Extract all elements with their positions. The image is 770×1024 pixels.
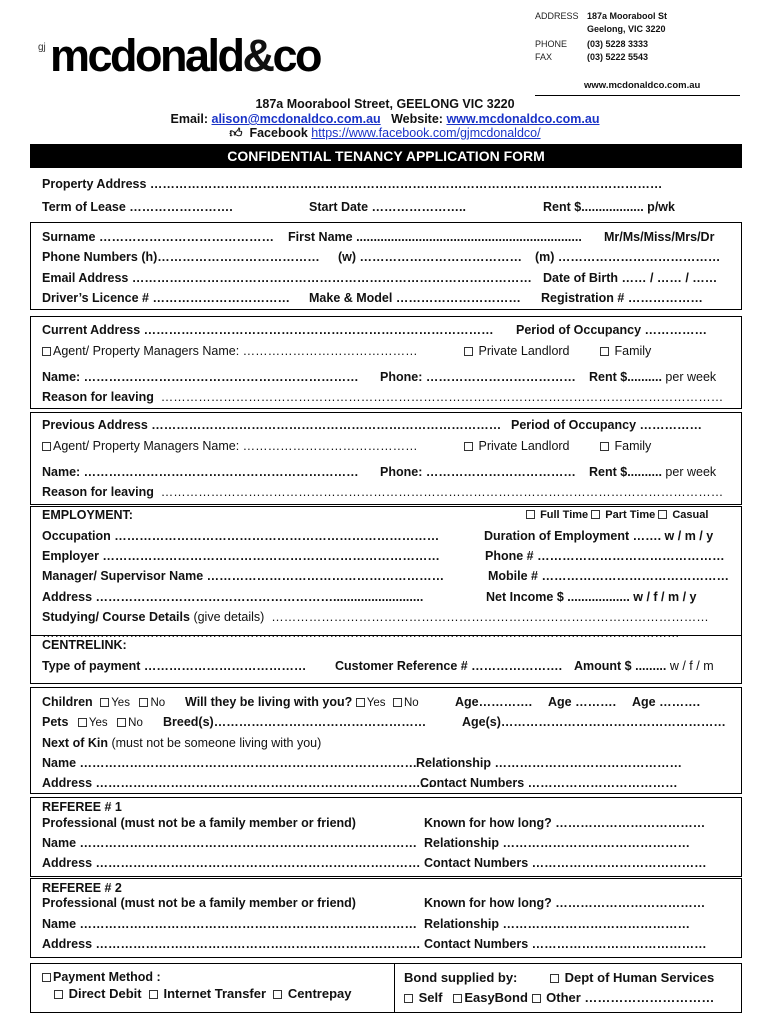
checkbox[interactable] xyxy=(149,990,158,999)
referee-1-relationship-field[interactable]: Relationship ……………………………………… xyxy=(424,836,690,850)
checkbox[interactable] xyxy=(464,442,473,451)
referee-2-name-field[interactable]: Name ……………………………………………………………………… xyxy=(42,917,418,931)
current-reason-field[interactable]: Reason for leaving ……………………………………………………………………………………………………………………… xyxy=(42,390,724,404)
previous-address-field[interactable]: Previous Address ………………………………………………………………………… xyxy=(42,418,502,432)
pet-ages-field[interactable]: Age(s)……………………………………………… xyxy=(462,715,726,729)
current-period-field[interactable]: Period of Occupancy …………… xyxy=(516,323,708,337)
kin-address-field[interactable]: Address ……………………………………………………………………… xyxy=(42,776,433,790)
checkbox[interactable] xyxy=(658,510,667,519)
address-line1: 187a Moorabool St xyxy=(587,11,668,21)
phone-value: (03) 5228 3333 xyxy=(587,39,649,49)
fax-label: FAX xyxy=(535,52,553,62)
referee-2-professional: Professional (must not be a family member or friend) xyxy=(42,896,356,910)
previous-agent-option[interactable]: Agent/ Property Managers Name: …………………………………… xyxy=(42,439,418,453)
checkbox[interactable] xyxy=(117,718,126,727)
checkbox[interactable] xyxy=(42,347,51,356)
licence-field[interactable]: Driver’s Licence # …………………………… xyxy=(42,291,290,305)
next-of-kin-heading: Next of Kin (must not be someone living with you) xyxy=(42,736,322,750)
checkbox[interactable] xyxy=(139,698,148,707)
referee-2-known-field[interactable]: Known for how long? ……………………………… xyxy=(424,896,706,910)
header-website[interactable]: www.mcdonaldco.com.au xyxy=(584,80,701,91)
phone-label: PHONE xyxy=(535,39,568,49)
facebook-link[interactable]: https://www.facebook.com/gjmcdonaldco/ xyxy=(311,126,541,140)
rent-field[interactable]: Rent $.................. p/wk xyxy=(543,200,675,214)
street-address: 187a Moorabool Street, GEELONG VIC 3220 xyxy=(255,97,515,111)
child-age-2[interactable]: Age ………. xyxy=(548,695,617,709)
bond-options[interactable]: Self EasyBond Other ………………………… xyxy=(404,990,714,1005)
employment-type-options[interactable]: Full Time Part Time Casual xyxy=(526,509,708,521)
term-of-lease-field[interactable]: Term of Lease ……………………. xyxy=(42,200,233,214)
phone-mobile-field[interactable]: (m) ………………………………… xyxy=(535,250,721,264)
checkbox[interactable] xyxy=(532,994,541,1003)
previous-name-field[interactable]: Name: ………………………………………………………… xyxy=(42,465,359,479)
previous-family-option[interactable]: Family xyxy=(600,439,651,453)
property-address-field[interactable]: Property Address …………………………………………………………………………………………………………… xyxy=(42,177,663,191)
email-link[interactable]: alison@mcdonaldco.com.au xyxy=(211,112,381,126)
payment-type-field[interactable]: Type of payment ………………………………… xyxy=(42,659,307,673)
net-income-field[interactable]: Net Income $ .................. w / f / m / y xyxy=(486,590,697,604)
start-date-field[interactable]: Start Date ………………….. xyxy=(309,200,466,214)
referee-1-contact-field[interactable]: Contact Numbers …………………………………… xyxy=(424,856,707,870)
checkbox[interactable] xyxy=(600,442,609,451)
current-phone-field[interactable]: Phone: ……………………………… xyxy=(380,370,576,384)
checkbox[interactable] xyxy=(591,510,600,519)
divider xyxy=(30,635,742,636)
centrelink-amount-field[interactable]: Amount $ ......... w / f / m xyxy=(574,659,714,673)
checkbox[interactable] xyxy=(404,994,413,1003)
logo-text: mcdonald&co xyxy=(50,30,321,81)
centrelink-heading: CENTRELINK: xyxy=(42,638,127,652)
checkbox[interactable] xyxy=(273,990,282,999)
kin-contact-field[interactable]: Contact Numbers ……………………………… xyxy=(420,776,678,790)
facebook-line: 👍︎ Facebook https://www.facebook.com/gjmcdonaldco/ xyxy=(229,126,541,140)
manager-mobile-field[interactable]: Mobile # ……………………………………… xyxy=(488,569,729,583)
phone-home-field[interactable]: Phone Numbers (h)………………………………… xyxy=(42,250,320,264)
checkbox[interactable] xyxy=(600,347,609,356)
referee-1-heading: REFEREE # 1 xyxy=(42,800,122,814)
duration-field[interactable]: Duration of Employment ……. w / m / y xyxy=(484,529,714,543)
children-row[interactable]: Children Yes No xyxy=(42,695,166,709)
studying-field[interactable]: Studying/ Course Details (give details) …………………………………………………………………………………………… xyxy=(42,610,709,624)
title-field[interactable]: Mr/Ms/Miss/Mrs/Dr xyxy=(604,230,715,244)
previous-reason-field[interactable]: Reason for leaving ……………………………………………………………………………………………………………………… xyxy=(42,485,724,499)
address-label: ADDRESS xyxy=(535,11,579,21)
checkbox[interactable] xyxy=(464,347,473,356)
checkbox[interactable] xyxy=(356,698,365,707)
address-line2: Geelong, VIC 3220 xyxy=(587,24,666,34)
referee-2-relationship-field[interactable]: Relationship ……………………………………… xyxy=(424,917,690,931)
header-rule xyxy=(535,95,740,96)
kin-name-field[interactable]: Name ……………………………………………………………………… xyxy=(42,756,418,770)
make-model-field[interactable]: Make & Model ………………………… xyxy=(309,291,521,305)
thumbs-up-icon: 👍︎ xyxy=(229,126,243,140)
pets-row[interactable]: Pets Yes No xyxy=(42,715,143,729)
studying-dots-line[interactable]: ……………………………………………………………………………………………………………………………………… xyxy=(42,626,680,640)
checkbox[interactable] xyxy=(453,994,462,1003)
logo-prefix: gj xyxy=(38,42,46,53)
current-name-field[interactable]: Name: ………………………………………………………… xyxy=(42,370,359,384)
child-age-1[interactable]: Age…………. xyxy=(455,695,533,709)
email-line: Email: alison@mcdonaldco.com.au Website: www.mcdonaldco.com.au xyxy=(170,112,600,126)
bond-supplied-label: Bond supplied by: xyxy=(404,970,518,985)
referee-1-name-field[interactable]: Name ……………………………………………………………………… xyxy=(42,836,418,850)
employment-address-field[interactable]: Address ………………………………………………….......................... xyxy=(42,590,424,604)
employer-phone-field[interactable]: Phone # ……………………………………… xyxy=(485,549,725,563)
payment-method-options[interactable]: Direct Debit Internet Transfer Centrepay xyxy=(54,986,351,1001)
previous-phone-field[interactable]: Phone: ……………………………… xyxy=(380,465,576,479)
previous-period-field[interactable]: Period of Occupancy …………… xyxy=(511,418,703,432)
referee-1-address-field[interactable]: Address …………………………………………………………………… xyxy=(42,856,421,870)
previous-rent-field[interactable]: Rent $.......... per week xyxy=(589,465,717,479)
referee-2-heading: REFEREE # 2 xyxy=(42,881,122,895)
previous-private-option[interactable]: Private Landlord xyxy=(464,439,570,453)
checkbox[interactable] xyxy=(100,698,109,707)
registration-field[interactable]: Registration # ……………… xyxy=(541,291,703,305)
current-rent-field[interactable]: Rent $.......... per week xyxy=(589,370,717,384)
checkbox[interactable] xyxy=(550,974,559,983)
current-private-option[interactable]: Private Landlord xyxy=(464,344,570,358)
current-family-option[interactable]: Family xyxy=(600,344,651,358)
breeds-field[interactable]: Breed(s)…………………………………………… xyxy=(163,715,427,729)
checkbox[interactable] xyxy=(78,718,87,727)
referee-1-professional: Professional (must not be a family member or friend) xyxy=(42,816,356,830)
current-agent-option[interactable]: Agent/ Property Managers Name: …………………………………… xyxy=(42,344,418,358)
website-link[interactable]: www.mcdonaldco.com.au xyxy=(446,112,600,126)
referee-2-address-field[interactable]: Address …………………………………………………………………… xyxy=(42,937,421,951)
manager-field[interactable]: Manager/ Supervisor Name ………………………………………………… xyxy=(42,569,445,583)
employment-heading: EMPLOYMENT: xyxy=(42,508,133,522)
kin-relationship-field[interactable]: Relationship ……………………………………… xyxy=(416,756,682,770)
fax-value: (03) 5222 5543 xyxy=(587,52,649,62)
current-address-field[interactable]: Current Address ………………………………………………………………………… xyxy=(42,323,494,337)
checkbox[interactable] xyxy=(54,990,63,999)
living-with-you-row[interactable]: Will they be living with you? Yes No xyxy=(185,695,419,709)
first-name-field[interactable]: First Name ................................................................. xyxy=(288,230,582,244)
referee-2-contact-field[interactable]: Contact Numbers …………………………………… xyxy=(424,937,707,951)
dob-field[interactable]: Date of Birth …… / …… / …… xyxy=(543,271,718,285)
employer-field[interactable]: Employer ……………………………………………………………………… xyxy=(42,549,440,563)
occupation-field[interactable]: Occupation …………………………………………………………………… xyxy=(42,529,440,543)
email-field[interactable]: Email Address …………………………………………………………………………………… xyxy=(42,271,532,285)
child-age-3[interactable]: Age ………. xyxy=(632,695,701,709)
payment-method-label: Payment Method : xyxy=(42,970,161,984)
phone-work-field[interactable]: (w) ………………………………… xyxy=(338,250,523,264)
checkbox[interactable] xyxy=(42,973,51,982)
checkbox[interactable] xyxy=(526,510,535,519)
form-title: CONFIDENTIAL TENANCY APPLICATION FORM xyxy=(30,144,742,168)
customer-reference-field[interactable]: Customer Reference # …………………. xyxy=(335,659,563,673)
payment-divider xyxy=(394,963,395,1013)
referee-1-known-field[interactable]: Known for how long? ……………………………… xyxy=(424,816,706,830)
bond-dhs-option[interactable]: Dept of Human Services xyxy=(550,970,714,985)
checkbox[interactable] xyxy=(42,442,51,451)
surname-field[interactable]: Surname …………………………………… xyxy=(42,230,274,244)
checkbox[interactable] xyxy=(393,698,402,707)
